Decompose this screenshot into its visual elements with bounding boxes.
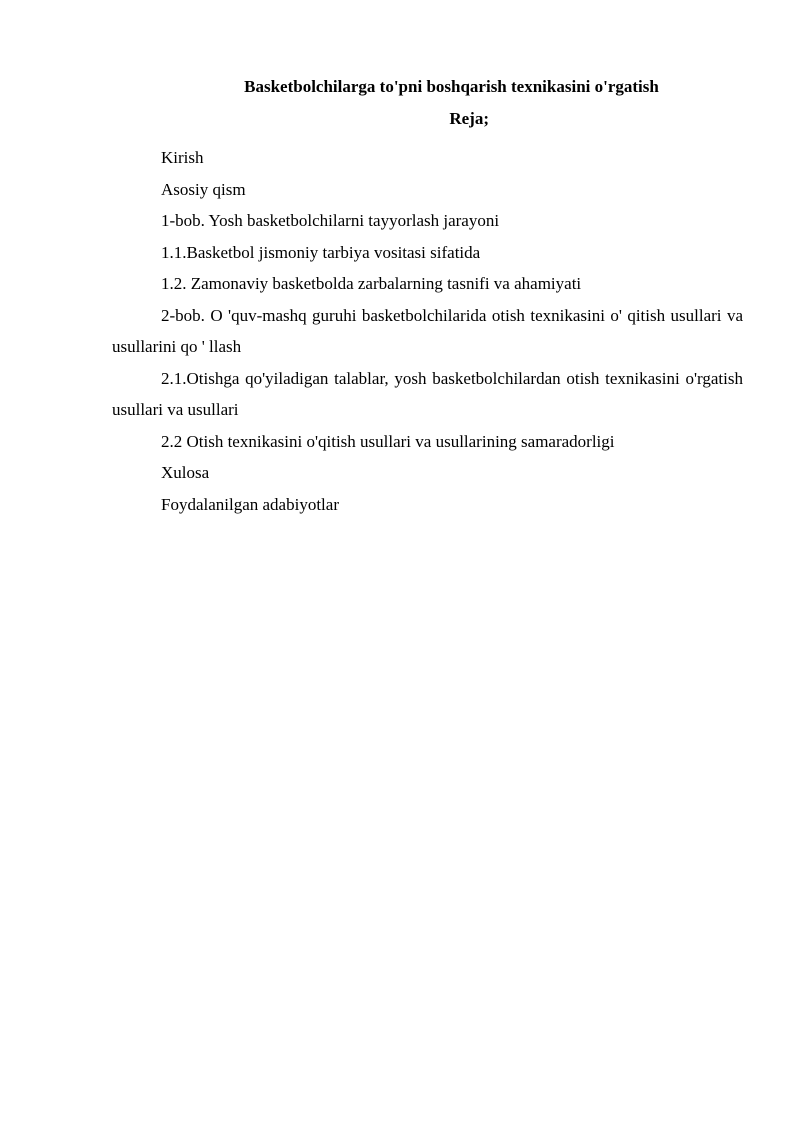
toc-entry-section-1-2: 1.2. Zamonaviy basketbolda zarbalarning tasnifi va ahamiyati [161, 274, 582, 293]
toc-entry-chapter-1: 1-bob. Yosh basketbolchilarni tayyorlash jarayoni [161, 211, 500, 230]
toc-entry-chapter-2: 2-bob. O 'quv-mashq guruhi basketbolchilarida otish texnikasini o' qitish usullari va usullarini qo ' llash [112, 305, 743, 356]
plan-heading: Reja; [449, 109, 489, 128]
toc-entry-main-part: Asosiy qism [161, 179, 246, 199]
toc-entry-references: Foydalanilgan adabiyotlar [161, 494, 339, 514]
table-of-contents [112, 142, 743, 520]
toc-entry-section-2-2: 2.2 Otish texnikasini o'qitish usullari va usullarining samaradorligi [161, 431, 615, 451]
toc-entry-section-1-1: 1.1.Basketbol jismoniy tarbiya vositasi sifatida [161, 242, 481, 262]
toc-entry-conclusion: Xulosa [161, 463, 210, 482]
document-title: Basketbolchilarga to'pni boshqarish texnikasini o'rgatish [244, 77, 659, 96]
toc-entry-section-2-1: 2.1.Otishga qo'yiladigan talablar, yosh basketbolchilardan otish texnikasini o'rgatish usullari va usullari [112, 368, 743, 419]
toc-entry-introduction: Kirish [161, 148, 204, 167]
